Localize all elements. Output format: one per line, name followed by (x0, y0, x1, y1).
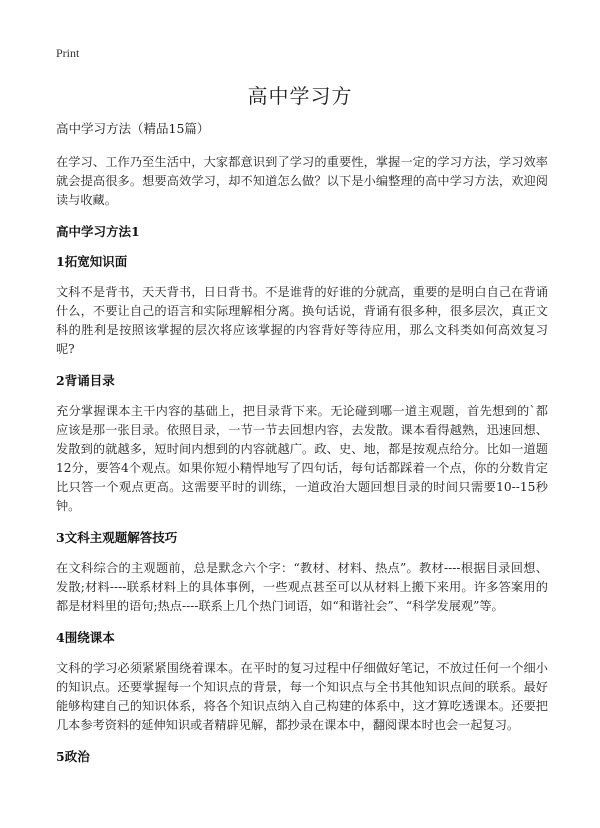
intro-paragraph: 在学习、工作乃至生活中，大家都意识到了学习的重要性，掌握一定的学习方法，学习效率就会提高很多。想要高效学习，却不知道怎么做？以下是小编整理的高中学习方法，欢迎阅读与收藏。 (56, 155, 548, 207)
subsection-heading-2: 2背诵目录 (56, 373, 115, 388)
document-body (56, 121, 548, 778)
subsection-heading-4: 4围绕课本 (56, 630, 115, 645)
subsection-heading-3: 3文科主观题解答技巧 (56, 530, 178, 545)
subsection-body-2: 充分掌握课本主干内容的基础上，把目录背下来。无论碰到哪一道主观题，首先想到的`都应该是那一张目录。依照目录，一节一节去回想内容，去发散。课本看得越熟，迅速回想、发散到的就越多，短时间内想到的内容就越广。政、史、地，都是按观点给分。比如一道题12分，要答4个观点。如果你短小精悍地写了四句话，每句话都踩着一个点，你的分数肯定比只答一个观点更高。这需要平时的训练，一道政治大题回想目录的时间只需要10--15秒钟。 (56, 404, 548, 513)
subsection-body-4: 文科的学习必须紧紧围绕着课本。在平时的复习过程中仔细做好笔记，不放过任何一个细小的知识点。还要掌握每一个知识点的背景，每一个知识点与全书其他知识点间的联系。最好能够构建自己的知识体系，将各个知识点纳入自己构建的体系中，这才算吃透课本。还要把几本参考资料的延伸知识或者精辟见解，都抄录在课本中，翻阅课本时也会一起复习。 (56, 661, 548, 732)
subsection-body-3: 在文科综合的主观题前，总是默念六个字：“教材、材料、热点”。教材----根据目录回想、发散;材料----联系材料上的具体事例，一些观点甚至可以从材料上搬下来用。许多答案用的都是材料里的语句;热点----联系上几个热门词语，如“和谐社会”、“科学发展观”等。 (56, 561, 548, 613)
page-title: 高中学习方 (247, 84, 353, 108)
document-subtitle: 高中学习方法（精品15篇） (56, 121, 210, 136)
print-label[interactable]: Print (56, 46, 80, 60)
subsection-heading-1: 1拓宽知识面 (56, 254, 128, 269)
section-heading: 高中学习方法1 (56, 224, 140, 239)
subsection-heading-5: 5政治 (56, 749, 90, 764)
subsection-body-1: 文科不是背书，天天背书，日日背书。不是谁背的好谁的分就高，重要的是明白自己在背诵什么，不要让自己的语言和实际理解相分离。换句话说，背诵有很多种，很多层次，真正文科的胜利是按照该掌握的层次将应该掌握的内容背好等待应用，那么文科类如何高效复习呢? (56, 285, 548, 356)
